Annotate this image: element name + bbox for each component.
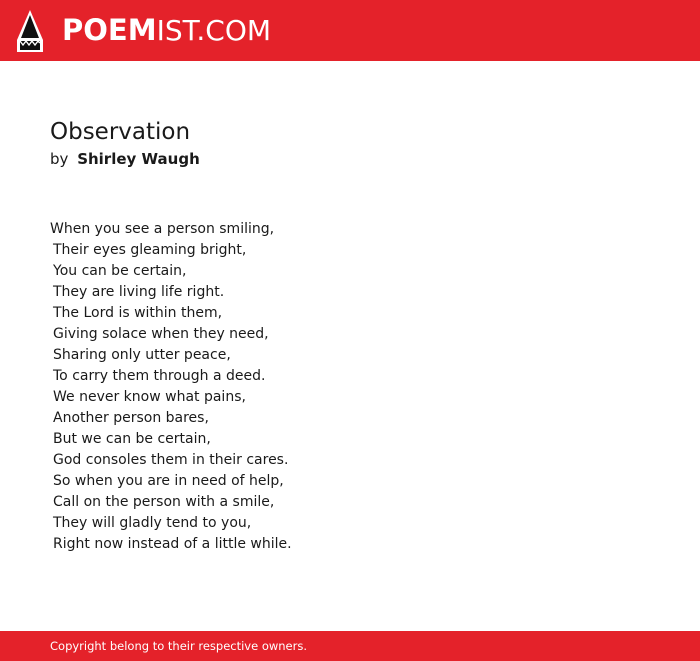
poem-line: But we can be certain, bbox=[53, 431, 211, 447]
poem-line: So when you are in need of help, bbox=[53, 473, 284, 489]
poem-body bbox=[50, 219, 470, 555]
poem-line: Sharing only utter peace, bbox=[53, 347, 231, 363]
brand-rest-text: IST.COM bbox=[156, 14, 272, 47]
poem-line: Call on the person with a smile, bbox=[53, 494, 275, 510]
poem-line: You can be certain, bbox=[53, 263, 187, 279]
site-header bbox=[0, 0, 700, 61]
poem-line: When you see a person smiling, bbox=[50, 221, 275, 237]
brand-wordmark bbox=[62, 13, 271, 47]
poem-title: Observation bbox=[50, 119, 191, 145]
site-logo-link[interactable] bbox=[0, 0, 272, 61]
by-label: by bbox=[50, 150, 69, 168]
site-footer bbox=[0, 631, 700, 661]
byline bbox=[50, 149, 200, 169]
copyright-text: Copyright belong to their respective owners. bbox=[50, 639, 308, 653]
poem-line: Right now instead of a little while. bbox=[53, 536, 292, 552]
poem-line: Their eyes gleaming bright, bbox=[53, 242, 247, 258]
poem-line: God consoles them in their cares. bbox=[53, 452, 289, 468]
poem-line: Giving solace when they need, bbox=[53, 326, 269, 342]
pencil-icon bbox=[17, 10, 43, 52]
poem-line: They are living life right. bbox=[53, 284, 225, 300]
author-link[interactable]: Shirley Waugh bbox=[77, 150, 200, 168]
poem-line: They will gladly tend to you, bbox=[53, 515, 252, 531]
brand-bold-text: POEM bbox=[62, 13, 157, 47]
poem-line: Another person bares, bbox=[53, 410, 209, 426]
poem-line: To carry them through a deed. bbox=[53, 368, 266, 384]
poem-line: We never know what pains, bbox=[53, 389, 246, 405]
poem-line: The Lord is within them, bbox=[53, 305, 223, 321]
